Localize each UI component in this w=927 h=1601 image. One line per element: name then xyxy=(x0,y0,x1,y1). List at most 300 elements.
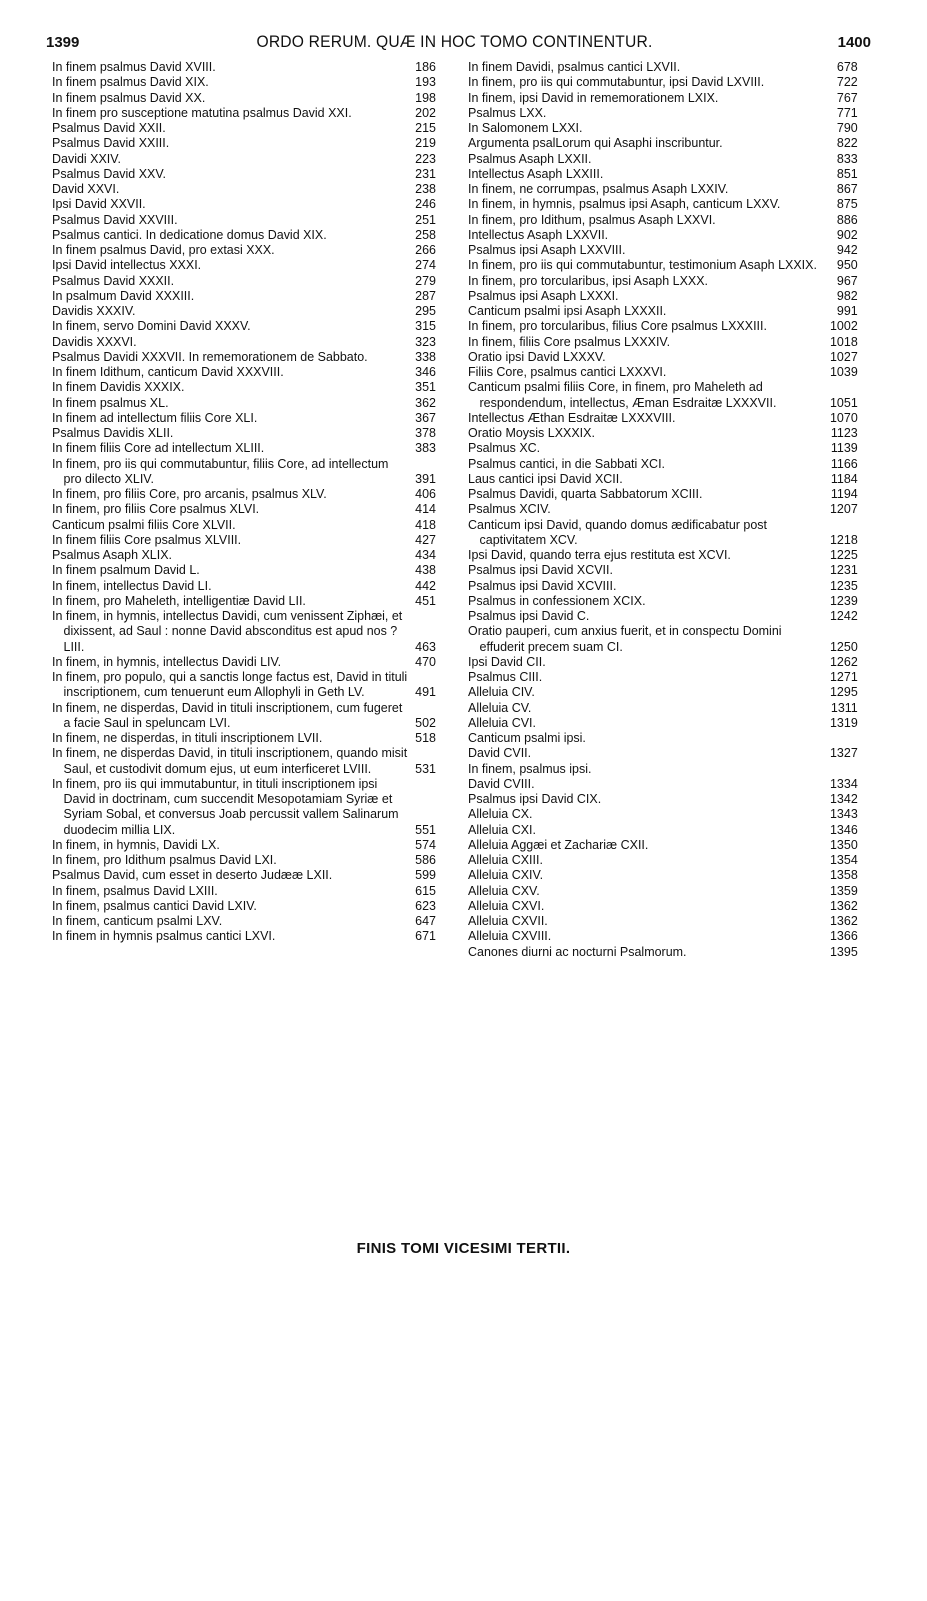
entry-title: In finem, pro iis qui commutabuntur, testimonium Asaph LXXIX. xyxy=(468,257,817,273)
entry-title: Alleluia Aggæi et Zachariæ CXII. xyxy=(468,836,649,852)
entry-title: Alleluia CXI. xyxy=(468,821,536,837)
entry-page-number: 1018 xyxy=(829,333,858,349)
index-entry xyxy=(52,318,436,333)
entry-page-number: 1242 xyxy=(829,608,858,623)
index-entry xyxy=(468,181,858,196)
index-entry xyxy=(468,288,858,303)
entry-title: Psalmus LXX. xyxy=(468,104,547,120)
entry-page-number: 1327 xyxy=(829,745,858,761)
entry-page-number: 1051 xyxy=(829,394,858,410)
index-entry xyxy=(468,151,858,166)
index-entry xyxy=(52,776,436,837)
entry-title: In finem Davidis XXXIX. xyxy=(52,379,185,395)
entry-page-number: 1239 xyxy=(829,592,858,608)
index-entry xyxy=(468,59,858,74)
entry-title: Alleluia CXVIII. xyxy=(468,928,552,944)
entry-title: In finem, ne disperdas, David in tituli inscriptionem, cum fugeret a facie Saul in speluncam LVI. xyxy=(52,699,403,730)
entry-title: Psalmus ipsi Asaph LXXVIII. xyxy=(468,242,626,257)
entry-page-number: 1358 xyxy=(829,867,858,883)
entry-page-number: 551 xyxy=(415,821,436,837)
entry-page-number: 586 xyxy=(415,852,436,867)
index-entry xyxy=(52,288,436,303)
index-entry xyxy=(468,303,858,318)
entry-page-number: 315 xyxy=(415,318,436,334)
entry-page-number: 502 xyxy=(415,714,436,730)
index-entry xyxy=(52,578,436,593)
entry-page-number: 678 xyxy=(836,59,858,74)
index-entry xyxy=(468,74,858,89)
entry-title: Psalmus cantici. In dedicatione domus David XIX. xyxy=(52,226,327,242)
entry-title: Psalmus David XXXII. xyxy=(52,272,175,288)
index-entry xyxy=(52,547,436,562)
entry-page-number: 338 xyxy=(415,348,436,364)
index-entry xyxy=(52,395,436,410)
entry-title: In finem filiis Core ad intellectum XLIII. xyxy=(52,440,265,456)
entry-title: David CVIII. xyxy=(468,775,535,791)
index-entry xyxy=(52,486,436,501)
entry-title: In finem psalmus XL. xyxy=(52,394,169,410)
entry-title: Ipsi David, quando terra ejus restituta est XCVI. xyxy=(468,547,731,562)
entry-page-number: 378 xyxy=(415,425,436,440)
entry-page-number: 323 xyxy=(415,333,436,349)
entry-title: In finem Davidi, psalmus cantici LXVII. xyxy=(468,59,681,74)
index-entry xyxy=(52,517,436,532)
entry-title: In finem, psalmus cantici David LXIV. xyxy=(52,897,257,913)
entry-title: Alleluia CXVI. xyxy=(468,897,545,913)
entry-title: Psalmus in confessionem XCIX. xyxy=(468,592,646,608)
entry-title: In finem ad intellectum filiis Core XLI. xyxy=(52,409,258,425)
entry-page-number: 438 xyxy=(415,562,436,578)
entry-page-number: 902 xyxy=(836,226,858,242)
entry-page-number: 851 xyxy=(836,165,858,181)
entry-page-number: 186 xyxy=(415,59,436,74)
entry-page-number: 1343 xyxy=(829,806,858,822)
entry-title: David XXVI. xyxy=(52,181,120,196)
entry-title: Laus cantici ipsi David XCII. xyxy=(468,470,623,486)
index-entry xyxy=(468,349,858,364)
entry-page-number: 1039 xyxy=(829,364,858,379)
entry-page-number: 351 xyxy=(415,379,436,395)
index-entry xyxy=(52,456,436,487)
entry-title: David CVII. xyxy=(468,745,532,761)
index-entry xyxy=(468,898,858,913)
entry-page-number: 1271 xyxy=(829,669,858,684)
index-entry xyxy=(468,364,858,379)
entry-title: In finem, pro filiis Core psalmus XLVI. xyxy=(52,501,260,517)
entry-page-number: 406 xyxy=(415,486,436,501)
entry-title: Canticum psalmi filiis Core XLVII. xyxy=(52,516,236,532)
entry-page-number: 790 xyxy=(836,120,858,135)
entry-title: Psalmus David XXII. xyxy=(52,120,166,135)
entry-page-number: 1218 xyxy=(829,531,858,547)
entry-title: In finem psalmum David L. xyxy=(52,562,200,578)
entry-title: In finem, pro iis qui commutabuntur, ipsi David LXVIII. xyxy=(468,74,765,90)
entry-title: Psalmus CIII. xyxy=(468,669,543,684)
entry-page-number: 518 xyxy=(415,730,436,745)
entry-page-number: 1366 xyxy=(829,928,858,944)
index-entry xyxy=(468,730,858,745)
index-entry xyxy=(468,944,858,959)
entry-title: Psalmus David XXV. xyxy=(52,165,166,181)
entry-page-number: 950 xyxy=(836,257,858,273)
entry-page-number: 1166 xyxy=(830,455,858,471)
volume-end-note: FINIS TOMI VICESIMI TERTII. xyxy=(356,1240,571,1257)
entry-page-number: 1250 xyxy=(829,638,858,654)
entry-page-number: 223 xyxy=(415,150,436,166)
entry-page-number: 991 xyxy=(836,303,858,318)
running-title: ORDO RERUM. QUÆ IN HOC TOMO CONTINENTUR. xyxy=(256,32,653,51)
index-entry xyxy=(52,654,436,669)
entry-title: In finem, pro torcularibus, filius Core psalmus LXXXIII. xyxy=(468,318,767,334)
entry-page-number: 1295 xyxy=(829,684,858,700)
entry-page-number: 193 xyxy=(415,74,436,90)
entry-page-number: 1359 xyxy=(829,882,858,898)
index-column-left xyxy=(52,59,436,944)
entry-page-number: 1362 xyxy=(829,913,858,928)
entry-title: Intellectus Asaph LXXVII. xyxy=(468,226,609,242)
entry-page-number: 623 xyxy=(415,897,436,913)
entry-page-number: 1194 xyxy=(830,486,858,501)
index-entry xyxy=(52,745,436,776)
entry-page-number: 822 xyxy=(836,135,858,151)
entry-title: Canticum psalmi filiis Core, in finem, pro Maheleth ad respondendum, intellectus, Æman Esdraitæ LXXXVII. xyxy=(468,379,777,410)
index-entry xyxy=(468,318,858,333)
entry-page-number: 875 xyxy=(836,196,858,212)
entry-title: Alleluia CXIII. xyxy=(468,852,543,867)
index-entry xyxy=(52,608,436,654)
entry-title: Alleluia CXVII. xyxy=(468,913,548,928)
index-entry xyxy=(468,745,858,760)
index-entry xyxy=(468,379,858,410)
entry-page-number: 434 xyxy=(415,547,436,562)
page-number-left: 1399 xyxy=(46,34,80,51)
entry-title: Psalmus Asaph XLIX. xyxy=(52,547,173,562)
index-entry xyxy=(468,623,858,654)
entry-title: In finem pro susceptione matutina psalmus David XXI. xyxy=(52,104,352,120)
entry-title: Filiis Core, psalmus cantici LXXXVI. xyxy=(468,364,667,379)
entry-page-number: 1235 xyxy=(829,577,858,593)
entry-title: Psalmus ipsi David XCVIII. xyxy=(468,577,617,593)
entry-page-number: 1346 xyxy=(829,821,858,837)
entry-title: Psalmus David XXIII. xyxy=(52,135,170,151)
entry-page-number: 246 xyxy=(415,196,436,212)
entry-page-number: 1362 xyxy=(829,897,858,913)
entry-title: Psalmus XCIV. xyxy=(468,501,551,517)
entry-title: In finem, ne corrumpas, psalmus Asaph LXXIV. xyxy=(468,181,729,196)
entry-title: Alleluia CV. xyxy=(468,699,532,715)
entry-title: Davidis XXXIV. xyxy=(52,303,136,318)
index-entry xyxy=(52,532,436,547)
index-entry xyxy=(52,334,436,349)
entry-page-number: 414 xyxy=(415,501,436,517)
index-entry xyxy=(52,867,436,882)
entry-page-number: 599 xyxy=(415,867,436,883)
index-entry xyxy=(52,837,436,852)
entry-page-number: 1395 xyxy=(829,943,858,959)
index-entry xyxy=(468,257,858,272)
index-entry xyxy=(468,425,858,440)
index-entry xyxy=(468,135,858,150)
index-entry xyxy=(468,547,858,562)
entry-title: In finem psalmus David XVIII. xyxy=(52,59,216,74)
entry-page-number: 391 xyxy=(415,470,436,486)
entry-title: Ipsi David XXVII. xyxy=(52,196,146,212)
entry-title: In finem, pro populo, qui a sanctis longe factus est, David in tituli inscriptionem, cum tenuerunt eum Allophyli in Geth LV. xyxy=(52,669,408,700)
entry-title: In finem, pro Idithum, psalmus Asaph LXXVI. xyxy=(468,211,716,227)
entry-page-number: 198 xyxy=(415,89,436,105)
index-entry xyxy=(468,120,858,135)
entry-title: Canticum psalmi ipsi Asaph LXXXII. xyxy=(468,303,667,318)
index-entry xyxy=(468,791,858,806)
entry-page-number: 1002 xyxy=(829,318,858,334)
entry-title: In finem, filiis Core psalmus LXXXIV. xyxy=(468,333,671,349)
index-entry xyxy=(52,303,436,318)
entry-page-number: 274 xyxy=(415,257,436,273)
entry-page-number: 1231 xyxy=(829,562,858,578)
page-number-right: 1400 xyxy=(837,34,871,51)
entry-page-number: 346 xyxy=(415,364,436,379)
entry-page-number: 1311 xyxy=(830,699,858,715)
entry-page-number: 418 xyxy=(415,516,436,532)
entry-page-number: 442 xyxy=(415,577,436,593)
index-entry xyxy=(52,181,436,196)
index-entry xyxy=(52,364,436,379)
entry-title: Alleluia CVI. xyxy=(468,714,536,730)
entry-title: Canticum psalmi ipsi. xyxy=(468,730,586,745)
index-entry xyxy=(468,517,858,548)
entry-title: Psalmus David, cum esset in deserto Judææ LXII. xyxy=(52,867,333,883)
entry-title: In finem, ne disperdas David, in tituli inscriptionem, quando misit Saul, et custodivit domum ejus, ut eum interficeret LVIII. xyxy=(52,745,408,776)
index-entry xyxy=(52,74,436,89)
entry-title: Psalmus ipsi David C. xyxy=(468,608,590,623)
entry-title: In finem, ipsi David in rememorationem LXIX. xyxy=(468,89,719,105)
entry-title: Psalmus Davidi XXXVII. In rememorationem de Sabbato. xyxy=(52,348,368,364)
entry-title: Davidis XXXVI. xyxy=(52,333,137,349)
entry-page-number: 671 xyxy=(415,928,436,944)
entry-page-number: 967 xyxy=(836,272,858,288)
entry-page-number: 1139 xyxy=(830,440,858,456)
index-entry xyxy=(468,761,858,776)
entry-title: Canones diurni ac nocturni Psalmorum. xyxy=(468,943,687,959)
index-entry xyxy=(468,776,858,791)
entry-page-number: 1207 xyxy=(829,501,858,517)
entry-page-number: 1123 xyxy=(830,425,858,440)
index-entry xyxy=(52,730,436,745)
index-entry xyxy=(468,593,858,608)
entry-page-number: 867 xyxy=(836,181,858,196)
entry-page-number: 1262 xyxy=(829,653,858,669)
index-entry xyxy=(52,135,436,150)
entry-page-number: 287 xyxy=(415,287,436,303)
entry-title: Intellectus Æthan Esdraitæ LXXXVIII. xyxy=(468,409,676,425)
index-entry xyxy=(52,700,436,731)
entry-title: Alleluia CXV. xyxy=(468,882,540,898)
index-entry xyxy=(468,105,858,120)
index-entry xyxy=(468,486,858,501)
entry-page-number: 771 xyxy=(836,104,858,120)
entry-page-number: 238 xyxy=(415,181,436,196)
index-entry xyxy=(52,196,436,211)
entry-title: In finem, in hymnis, Davidi LX. xyxy=(52,836,220,852)
entry-page-number: 491 xyxy=(415,684,436,700)
entry-title: In finem, pro Maheleth, intelligentiæ David LII. xyxy=(52,592,306,608)
index-entry xyxy=(468,196,858,211)
index-entry xyxy=(468,578,858,593)
entry-page-number: 427 xyxy=(415,531,436,547)
index-entry xyxy=(52,898,436,913)
entry-title: In finem, pro Idithum psalmus David LXI. xyxy=(52,852,277,867)
index-entry xyxy=(468,242,858,257)
index-entry xyxy=(52,425,436,440)
entry-page-number: 722 xyxy=(836,74,858,90)
index-entry xyxy=(468,334,858,349)
index-entry xyxy=(52,257,436,272)
entry-page-number: 833 xyxy=(836,150,858,166)
entry-title: Oratio pauperi, cum anxius fuerit, et in conspectu Domini effuderit precem suam CI. xyxy=(468,623,782,654)
index-entry xyxy=(468,227,858,242)
entry-title: In finem psalmus David, pro extasi XXX. xyxy=(52,242,275,257)
entry-page-number: 615 xyxy=(415,882,436,898)
entry-page-number: 1027 xyxy=(829,348,858,364)
entry-title: Davidi XXIV. xyxy=(52,150,121,166)
entry-page-number: 202 xyxy=(415,104,436,120)
entry-title: Psalmus ipsi Asaph LXXXI. xyxy=(468,287,619,303)
entry-page-number: 463 xyxy=(415,638,436,654)
index-column-right xyxy=(468,59,858,959)
entry-title: Ipsi David intellectus XXXI. xyxy=(52,257,202,273)
entry-title: In finem Idithum, canticum David XXXVIII. xyxy=(52,364,284,379)
entry-title: In psalmum David XXXIII. xyxy=(52,287,195,303)
entry-page-number: 231 xyxy=(415,165,436,181)
index-entry xyxy=(468,471,858,486)
entry-title: Oratio ipsi David LXXXV. xyxy=(468,348,606,364)
index-entry xyxy=(52,410,436,425)
entry-page-number: 531 xyxy=(415,760,436,776)
entry-page-number: 219 xyxy=(415,135,436,151)
entry-title: Oratio Moysis LXXXIX. xyxy=(468,425,595,440)
entry-page-number: 367 xyxy=(415,409,436,425)
entry-title: Psalmus Asaph LXXII. xyxy=(468,150,592,166)
entry-page-number: 251 xyxy=(415,211,436,227)
entry-page-number: 1354 xyxy=(829,852,858,867)
entry-title: In finem, psalmus David LXIII. xyxy=(52,882,218,898)
entry-title: In finem, psalmus ipsi. xyxy=(468,760,592,776)
index-entry xyxy=(468,684,858,699)
index-entry xyxy=(52,852,436,867)
entry-title: In finem, pro iis qui immutabuntur, in tituli inscriptionem ipsi David in doctrinam, cum succendit Mesopotamiam Syriæ et Syriam Sobal, et conversus Joab percussit vallem Salinarum duodecim millia LIX. xyxy=(52,775,399,837)
entry-title: In finem psalmus David XIX. xyxy=(52,74,209,90)
index-entry xyxy=(468,852,858,867)
index-entry xyxy=(52,120,436,135)
entry-page-number: 1184 xyxy=(830,470,858,486)
entry-page-number: 1225 xyxy=(829,547,858,562)
entry-page-number: 266 xyxy=(415,242,436,257)
index-entry xyxy=(52,105,436,120)
entry-title: Psalmus Davidi, quarta Sabbatorum XCIII. xyxy=(468,486,703,501)
entry-title: In finem, in hymnis, intellectus Davidi LIV. xyxy=(52,653,282,669)
index-entry xyxy=(468,822,858,837)
entry-title: In finem, in hymnis, intellectus Davidi, cum venissent Ziphæi, et dixissent, ad Saul : nonne David absconditus est apud nos ? LIII. xyxy=(52,608,403,654)
entry-title: In finem in hymnis psalmus cantici LXVI. xyxy=(52,928,276,944)
entry-page-number: 647 xyxy=(415,913,436,928)
entry-title: In finem filiis Core psalmus XLVIII. xyxy=(52,531,242,547)
page-header xyxy=(38,32,871,54)
entry-title: Alleluia CXIV. xyxy=(468,867,544,883)
index-entry xyxy=(468,166,858,181)
index-entry xyxy=(52,349,436,364)
entry-title: Canticum ipsi David, quando domus ædificabatur post captivitatem XCV. xyxy=(468,516,767,547)
entry-title: Psalmus David XXVIII. xyxy=(52,211,178,227)
index-entry xyxy=(52,928,436,943)
index-entry xyxy=(52,593,436,608)
entry-title: In finem, pro filiis Core, pro arcanis, psalmus XLV. xyxy=(52,486,327,501)
entry-title: Alleluia CX. xyxy=(468,806,533,822)
entry-title: In finem, pro torcularibus, ipsi Asaph LXXX. xyxy=(468,272,709,288)
index-entry xyxy=(52,59,436,74)
index-entry xyxy=(52,242,436,257)
entry-title: In finem psalmus David XX. xyxy=(52,89,206,105)
entry-page-number: 470 xyxy=(415,653,436,669)
entry-page-number: 215 xyxy=(415,120,436,135)
index-entry xyxy=(52,379,436,394)
entry-title: Ipsi David CII. xyxy=(468,653,546,669)
index-entry xyxy=(468,669,858,684)
index-entry xyxy=(468,273,858,288)
entry-title: In finem, canticum psalmi LXV. xyxy=(52,913,223,928)
entry-page-number: 1334 xyxy=(829,775,858,791)
index-entry xyxy=(52,669,436,700)
index-entry xyxy=(468,837,858,852)
entry-title: Alleluia CIV. xyxy=(468,684,535,700)
index-entry xyxy=(52,166,436,181)
entry-page-number: 1342 xyxy=(829,791,858,806)
index-entry xyxy=(468,562,858,577)
entry-page-number: 451 xyxy=(415,592,436,608)
entry-page-number: 295 xyxy=(415,303,436,318)
entry-title: In finem, servo Domini David XXXV. xyxy=(52,318,251,334)
index-entry xyxy=(52,212,436,227)
entry-title: In finem, pro iis qui commutabuntur, filiis Core, ad intellectum pro dilecto XLIV. xyxy=(52,455,389,486)
index-entry xyxy=(468,928,858,943)
index-entry xyxy=(468,806,858,821)
entry-page-number: 886 xyxy=(836,211,858,227)
entry-page-number: 942 xyxy=(836,242,858,257)
index-entry xyxy=(468,501,858,516)
entry-page-number: 279 xyxy=(415,272,436,288)
entry-page-number: 574 xyxy=(415,836,436,852)
index-entry xyxy=(52,151,436,166)
entry-title: In finem, in hymnis, psalmus ipsi Asaph, canticum LXXV. xyxy=(468,196,781,212)
entry-page-number: 1350 xyxy=(829,836,858,852)
index-entry xyxy=(468,410,858,425)
entry-title: Psalmus cantici, in die Sabbati XCI. xyxy=(468,455,666,471)
entry-title: Psalmus XC. xyxy=(468,440,541,456)
index-entry xyxy=(52,913,436,928)
index-entry xyxy=(52,562,436,577)
entry-title: In Salomonem LXXI. xyxy=(468,120,583,135)
entry-title: Intellectus Asaph LXXIII. xyxy=(468,165,604,181)
entry-page-number: 1319 xyxy=(829,714,858,730)
entry-page-number: 258 xyxy=(415,226,436,242)
index-entry xyxy=(468,867,858,882)
index-entry xyxy=(468,700,858,715)
index-entry xyxy=(468,456,858,471)
index-entry xyxy=(52,501,436,516)
index-entry xyxy=(52,227,436,242)
entry-title: Psalmus Davidis XLII. xyxy=(52,425,174,440)
entry-title: Psalmus ipsi David XCVII. xyxy=(468,562,613,578)
entry-page-number: 383 xyxy=(415,440,436,456)
